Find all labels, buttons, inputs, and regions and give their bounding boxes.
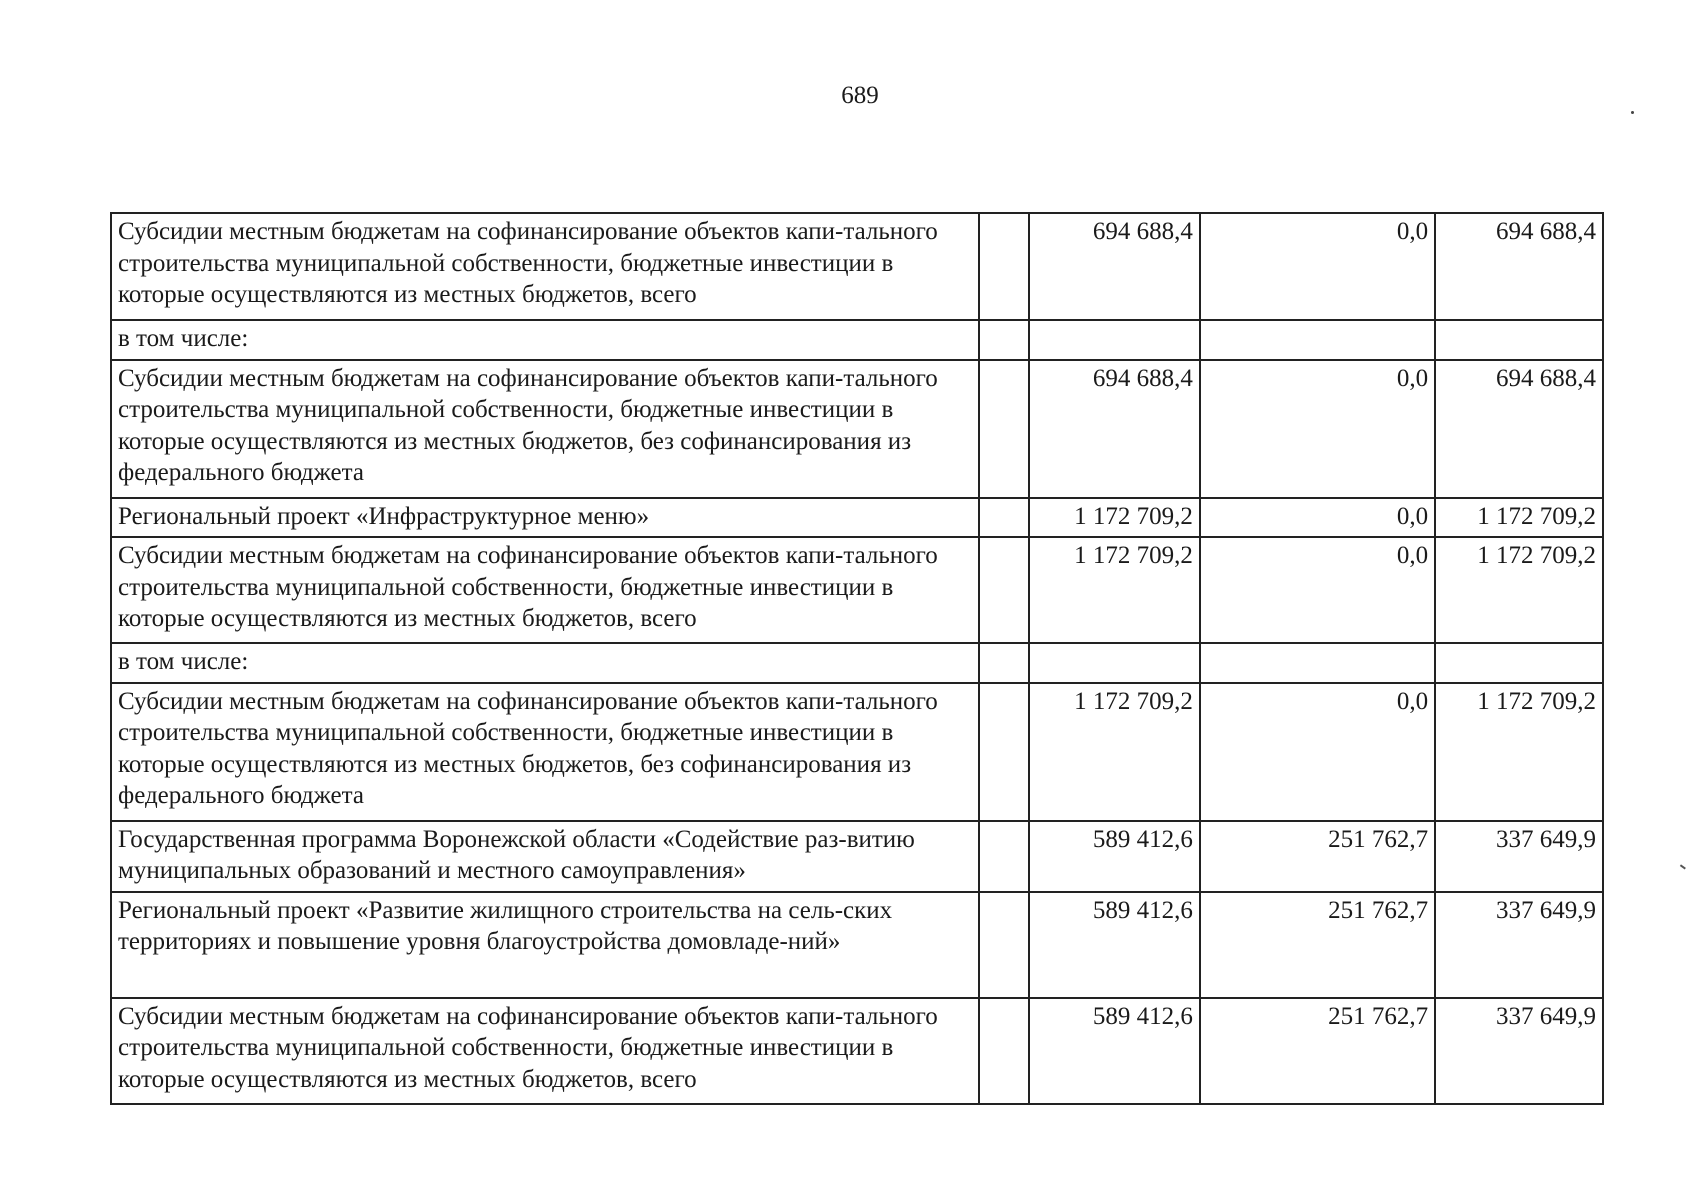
table-row: [111, 320, 1603, 360]
row-total: 694 688,4: [1029, 360, 1200, 498]
row-name: Государственная программа Воронежской области «Содействие раз-витию муниципальных образований и местного самоуправления»: [111, 821, 979, 892]
row-code: [979, 498, 1029, 538]
row-name: Региональный проект «Инфраструктурное меню»: [111, 498, 979, 538]
row-federal: 251 762,7: [1200, 998, 1435, 1104]
budget-table: [110, 212, 1604, 1105]
row-regional: 337 649,9: [1435, 998, 1603, 1104]
table-row: [111, 537, 1603, 643]
row-code: [979, 320, 1029, 360]
row-code: [979, 821, 1029, 892]
row-total: 694 688,4: [1029, 213, 1200, 320]
row-name: в том числе:: [111, 643, 979, 683]
row-federal: [1200, 320, 1435, 360]
row-total: [1029, 643, 1200, 683]
table-row: [111, 213, 1603, 320]
row-regional: [1435, 320, 1603, 360]
row-code: [979, 360, 1029, 498]
table-row: [111, 998, 1603, 1104]
row-federal: [1200, 643, 1435, 683]
table-row: [111, 892, 1603, 998]
row-code: [979, 213, 1029, 320]
row-regional: 1 172 709,2: [1435, 498, 1603, 538]
row-name: Субсидии местным бюджетам на софинансирование объектов капи-тального строительства муниципальной собственности, бюджетные инвестиции в которые осуществляются из местных бюджетов, без софинансирования из федерального бюджета: [111, 360, 979, 498]
row-federal: 0,0: [1200, 683, 1435, 821]
row-regional: 694 688,4: [1435, 360, 1603, 498]
row-federal: 0,0: [1200, 537, 1435, 643]
table-row: [111, 498, 1603, 538]
row-code: [979, 998, 1029, 1104]
row-name: в том числе:: [111, 320, 979, 360]
row-total: 589 412,6: [1029, 892, 1200, 998]
row-regional: [1435, 643, 1603, 683]
row-total: [1029, 320, 1200, 360]
table-row: [111, 821, 1603, 892]
table-row: [111, 683, 1603, 821]
table-row: [111, 360, 1603, 498]
row-federal: 0,0: [1200, 498, 1435, 538]
scan-speck: [1631, 111, 1634, 114]
table-row: [111, 643, 1603, 683]
row-federal: 0,0: [1200, 360, 1435, 498]
row-federal: 251 762,7: [1200, 821, 1435, 892]
row-total: 589 412,6: [1029, 821, 1200, 892]
scan-mark: [1680, 864, 1686, 869]
row-code: [979, 537, 1029, 643]
row-regional: 1 172 709,2: [1435, 537, 1603, 643]
row-federal: 0,0: [1200, 213, 1435, 320]
row-name: Субсидии местным бюджетам на софинансирование объектов капи-тального строительства муниципальной собственности, бюджетные инвестиции в которые осуществляются из местных бюджетов, всего: [111, 998, 979, 1104]
row-code: [979, 892, 1029, 998]
row-regional: 694 688,4: [1435, 213, 1603, 320]
row-regional: 337 649,9: [1435, 821, 1603, 892]
row-total: 589 412,6: [1029, 998, 1200, 1104]
row-name: Субсидии местным бюджетам на софинансирование объектов капи-тального строительства муниципальной собственности, бюджетные инвестиции в которые осуществляются из местных бюджетов, без софинансирования из федерального бюджета: [111, 683, 979, 821]
row-code: [979, 643, 1029, 683]
page-number: 689: [841, 82, 879, 109]
row-total: 1 172 709,2: [1029, 537, 1200, 643]
row-name: Субсидии местным бюджетам на софинансирование объектов капи-тального строительства муниципальной собственности, бюджетные инвестиции в которые осуществляются из местных бюджетов, всего: [111, 213, 979, 320]
row-name: Субсидии местным бюджетам на софинансирование объектов капи-тального строительства муниципальной собственности, бюджетные инвестиции в которые осуществляются из местных бюджетов, всего: [111, 537, 979, 643]
row-regional: 1 172 709,2: [1435, 683, 1603, 821]
row-regional: 337 649,9: [1435, 892, 1603, 998]
row-code: [979, 683, 1029, 821]
row-total: 1 172 709,2: [1029, 683, 1200, 821]
row-total: 1 172 709,2: [1029, 498, 1200, 538]
row-federal: 251 762,7: [1200, 892, 1435, 998]
row-name: Региональный проект «Развитие жилищного строительства на сель-ских территориях и повышение уровня благоустройства домовладе-ний»: [111, 892, 979, 998]
